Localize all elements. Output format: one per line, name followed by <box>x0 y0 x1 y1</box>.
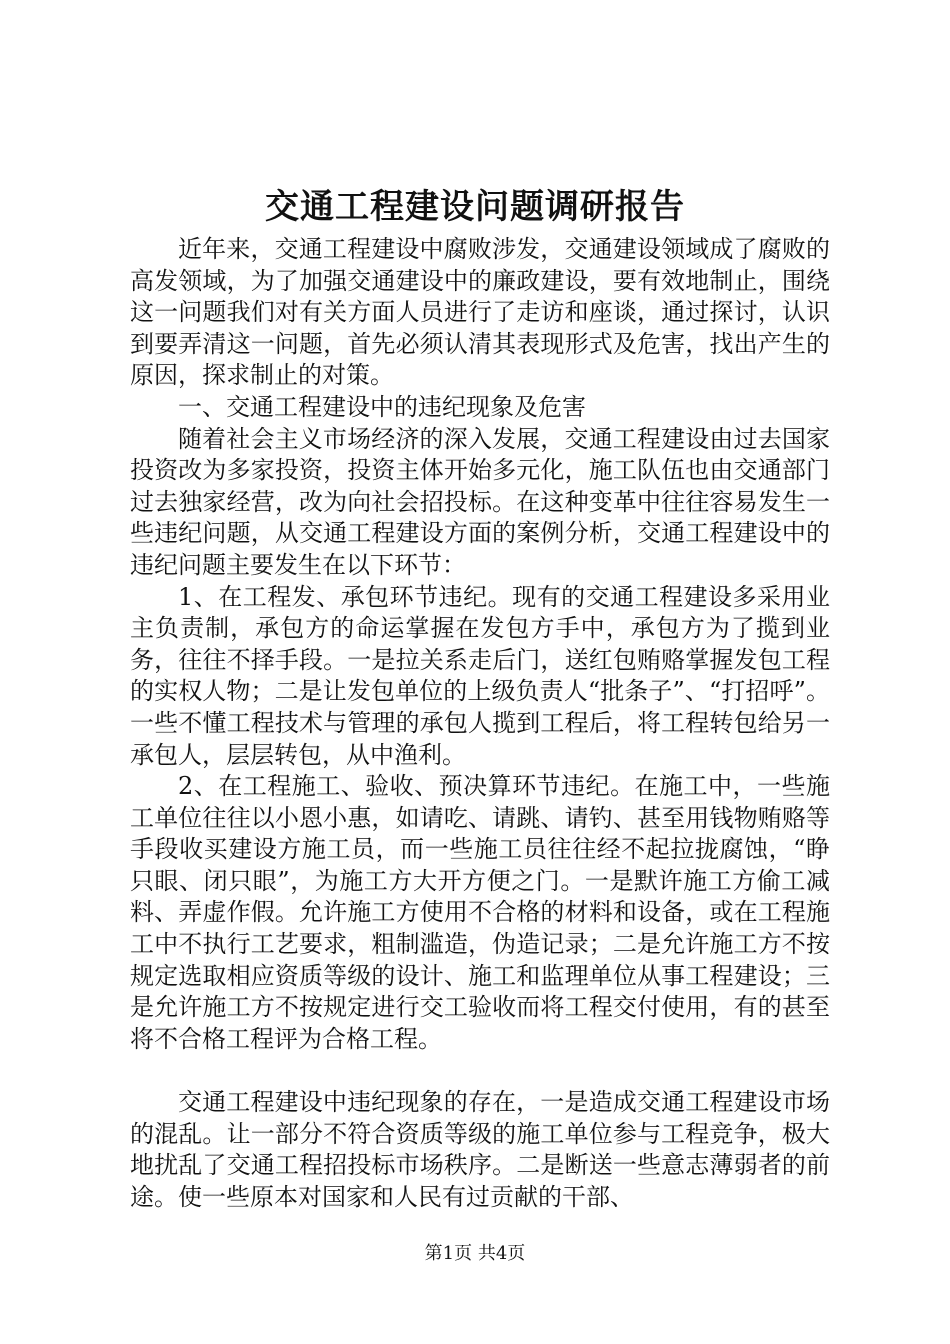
paragraph-background: 随着社会主义市场经济的深入发展，交通工程建设由过去国家投资改为多家投资，投资主体开始多元化，施工队伍也由交通部门过去独家经营，改为向社会招投标。在这种变革中往往容易发生一些违纪问题，从交通工程建设方面的案例分析，交通工程建设中的违纪问题主要发生在以下环节： <box>130 424 830 579</box>
paragraph-harm: 交通工程建设中违纪现象的存在，一是造成交通工程建设市场的混乱。让一部分不符合资质等级的施工单位参与工程竞争，极大地扰乱了交通工程招投标市场秩序。二是断送一些意志薄弱者的前途。使一些原本对国家和人民有过贡献的干部、 <box>130 1088 830 1211</box>
section-heading-1: 一、交通工程建设中的违纪现象及危害 <box>178 392 586 421</box>
page-footer: 第1页 共4页 <box>424 1243 526 1264</box>
paragraph-item-2: 2、在工程施工、验收、预决算环节违纪。在施工中，一些施工单位往往以小恩小惠，如请吃、请跳、请钓、甚至用钱物贿赂等手段收买建设方施工员，而一些施工员往往经不起拉拢腐蚀，“睁只眼、闭只眼”，为施工方大开方便之门。一是默许施工方偷工减料、弄虚作假。允许施工方使用不合格的材料和设备，或在工程施工中不执行工艺要求，粗制滥造，伪造记录；二是允许施工方不按规定选取相应资质等级的设计、施工和监理单位从事工程建设；三是允许施工方不按规定进行交工验收而将工程交付使用，有的甚至将不合格工程评为合格工程。 <box>130 772 830 1053</box>
paragraph-item-1: 1、在工程发、承包环节违纪。现有的交通工程建设多采用业主负责制，承包方的命运掌握在发包方手中，承包方为了揽到业务，往往不择手段。一是拉关系走后门，送红包贿赂掌握发包工程的实权人物；二是让发包单位的上级负责人“批条子”、“打招呼”。一些不懂工程技术与管理的承包人揽到工程后，将工程转包给另一承包人，层层转包，从中渔利。 <box>130 582 830 769</box>
paragraph-intro: 近年来，交通工程建设中腐败涉发，交通建设领域成了腐败的高发领域，为了加强交通建设中的廉政建设，要有效地制止，围绕这一问题我们对有关方面人员进行了走访和座谈，通过探讨，认识到要弄清这一问题，首先必须认清其表现形式及危害，找出产生的原因，探求制止的对策。 <box>130 235 830 390</box>
page-title: 交通工程建设问题调研报告 <box>265 187 685 227</box>
document-body <box>130 234 830 1213</box>
